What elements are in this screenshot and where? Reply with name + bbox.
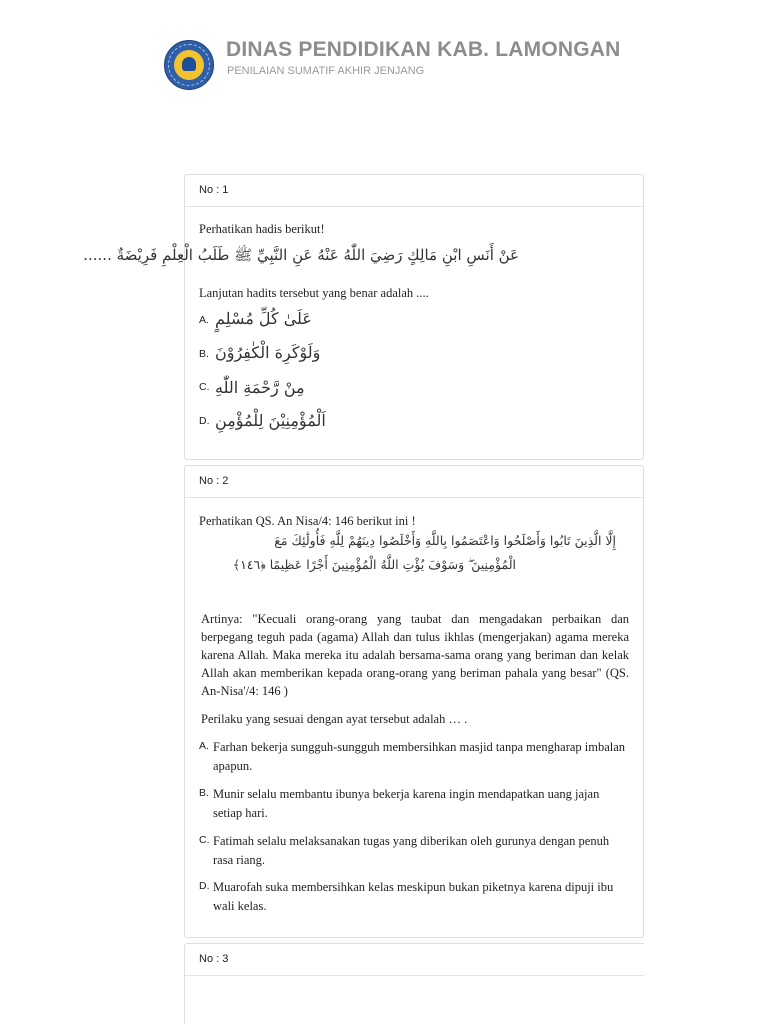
question-number: No : 2 bbox=[199, 475, 229, 487]
question-header bbox=[185, 466, 643, 498]
option-letter: D. bbox=[199, 880, 210, 892]
question-card-3 bbox=[184, 943, 644, 1024]
option-letter: C. bbox=[199, 381, 210, 393]
option-text: مِنْ رَّحْمَةِ اللّٰهِ bbox=[215, 378, 305, 397]
ayah-arabic-line-2: الْمُؤْمِنِينَ ۖ وَسَوْفَ يُؤْتِ اللَّهُ الْمُؤْمِنِينَ أَجْرًا عَظِيمًا ﴿١٤٦﴾ bbox=[232, 557, 516, 572]
question-number: No : 3 bbox=[199, 953, 229, 965]
option-letter: D. bbox=[199, 415, 210, 427]
question-header bbox=[185, 175, 643, 207]
question-intro: Perhatikan hadis berikut! bbox=[199, 222, 325, 236]
ayah-translation: Artinya: "Kecuali orang-orang yang taubat dan mengadakan perbaikan dan berpegang teguh pada (agama) Allah dan tulus ikhlas (mengerjakan) agama mereka karena Allah. Maka mereka itu adalah bersama-sama orang yang beriman dan kelak Allah akan memberikan kepada orang-orang yang beriman pahala yang besar" (QS. An-Nisa'/4: 146 ) bbox=[201, 612, 629, 698]
option-text: Muarofah suka membersihkan kelas meskipun bukan piketnya karena dipuji ibu wali kelas. bbox=[213, 880, 614, 913]
option-letter: B. bbox=[199, 787, 209, 799]
option-text: اَلْمُؤْمِنِيْنَ لِلْمُؤْمِنِ bbox=[215, 411, 326, 430]
question-prompt: Lanjutan hadits tersebut yang benar adalah .... bbox=[199, 286, 429, 300]
option-letter: C. bbox=[199, 834, 210, 846]
hadith-arabic: عَنْ أَنَسِ ابْنِ مَالِكٍ رَضِيَ اللّٰهُ عَنْهُ عَنِ النَّبِيِّ ﷺ طَلَبُ الْعِلْمِ فَرِيْضَةٌ ...... bbox=[83, 246, 519, 264]
option-letter: A. bbox=[199, 740, 209, 752]
logo-emblem bbox=[174, 50, 204, 80]
option-text: وَلَوْكَرِهَ الْكٰفِرُوْنَ bbox=[215, 343, 321, 362]
header-subtitle: PENILAIAN SUMATIF AKHIR JENJANG bbox=[227, 65, 425, 77]
question-card-1 bbox=[83, 174, 644, 460]
question-prompt: Perilaku yang sesuai dengan ayat tersebut adalah … . bbox=[201, 712, 468, 726]
question-header bbox=[185, 944, 644, 976]
option-text: Munir selalu membantu ibunya bekerja karena ingin mendapatkan uang jajan setiap hari. bbox=[213, 787, 600, 820]
option-text: Farhan bekerja sungguh-sungguh membersihkan masjid tanpa mengharap imbalan apapun. bbox=[213, 740, 626, 773]
logo-book bbox=[182, 57, 196, 71]
option-letter: B. bbox=[199, 348, 209, 360]
option-letter: A. bbox=[199, 314, 209, 326]
question-intro: Perhatikan QS. An Nisa/4: 146 berikut ini ! bbox=[199, 514, 416, 528]
option-text: عَلَىٰ كُلِّ مُسْلِمٍ bbox=[215, 309, 312, 328]
tut-wuri-handayani-logo bbox=[164, 40, 214, 90]
ayah-arabic-line-1: إِلَّا الَّذِينَ تَابُوا وَأَصْلَحُوا وَاعْتَصَمُوا بِاللَّهِ وَأَخْلَصُوا دِينَهُمْ لِلَّهِ فَأُولَٰئِكَ مَعَ bbox=[274, 533, 616, 548]
question-number: No : 1 bbox=[199, 184, 229, 196]
option-text: Fatimah selalu melaksanakan tugas yang diberikan oleh gurunya dengan penuh rasa riang. bbox=[213, 834, 610, 867]
header-title: DINAS PENDIDIKAN KAB. LAMONGAN bbox=[226, 38, 621, 61]
question-card-2 bbox=[184, 465, 644, 938]
page-header bbox=[164, 38, 684, 90]
